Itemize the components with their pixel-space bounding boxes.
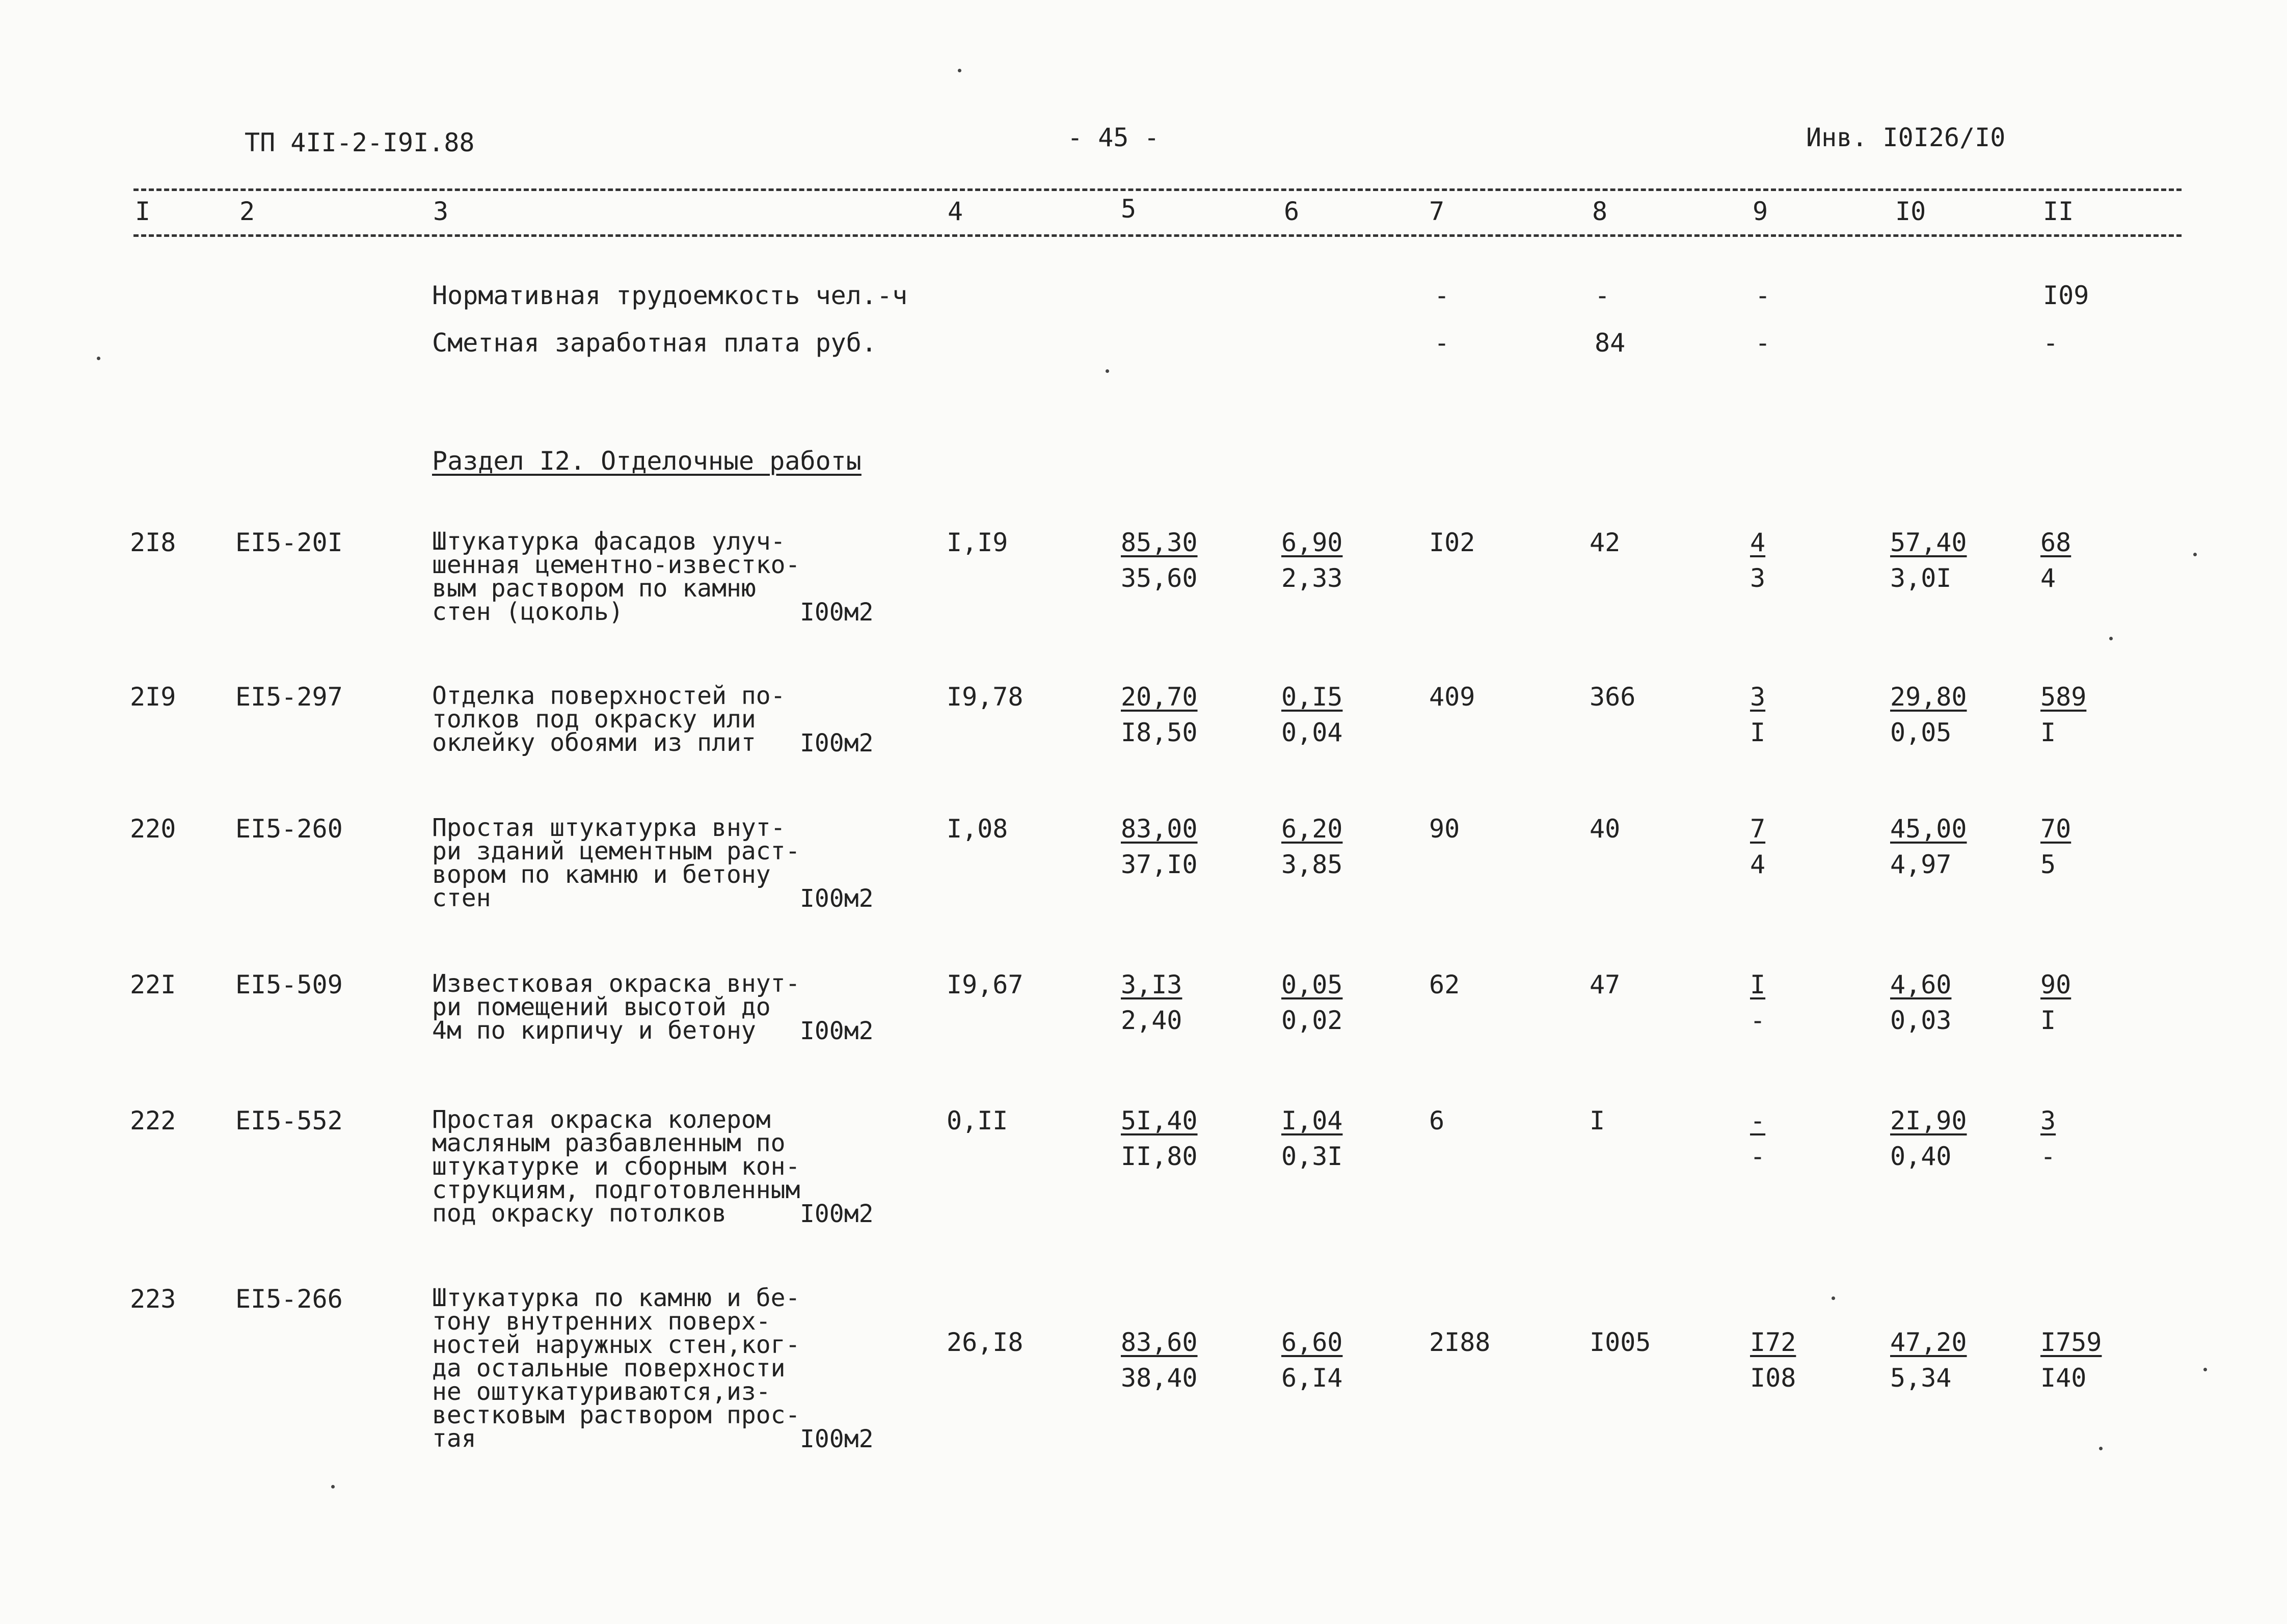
row-col9-top: - [1750, 1106, 1766, 1135]
row-number: 22I [130, 970, 176, 999]
row-col9-top: I [1750, 970, 1766, 999]
row-code: EI5-260 [235, 814, 343, 844]
summary-col8: - [1595, 281, 1610, 310]
scan-speck [1106, 369, 1109, 373]
row-col10-bottom: 3,0I [1890, 563, 1952, 593]
col-header-7: 7 [1429, 197, 1445, 226]
row-col4: I,08 [947, 814, 1008, 844]
row-col9-bottom: - [1750, 1142, 1766, 1171]
row-code: EI5-297 [235, 682, 343, 712]
row-col10-bottom: 0,03 [1890, 1006, 1952, 1035]
row-col5-top: 83,00 [1121, 814, 1198, 844]
col-header-8: 8 [1592, 197, 1608, 226]
row-number: 2I9 [130, 682, 176, 712]
col-header-5: 5 [1121, 194, 1137, 224]
row-col11-bottom: 5 [2040, 850, 2056, 879]
row-unit: I00м2 [800, 729, 874, 757]
col-header-10: I0 [1895, 197, 1926, 226]
row-col9-bottom: I08 [1750, 1363, 1796, 1393]
row-col9-top: 7 [1750, 814, 1766, 844]
row-col4: 26,I8 [947, 1328, 1024, 1357]
row-description: Штукатурка фасадов улуч- шенная цементно-известко- вым раствором по камню стен (цоколь) [432, 527, 800, 626]
row-col6-top: 0,I5 [1281, 682, 1343, 712]
scan-speck [2109, 637, 2113, 640]
summary-col7: - [1434, 281, 1450, 310]
row-description: Штукатурка по камню и бе- тону внутренних поверх- ностей наружных стен,ког- да остальные поверхности не оштукатуриваются,из- вестковым раствором прос- тая [432, 1284, 800, 1453]
header-rule-top [133, 188, 2182, 191]
col-header-4: 4 [948, 197, 963, 226]
row-col10-top: 57,40 [1890, 528, 1967, 557]
row-col5-top: 85,30 [1121, 528, 1198, 557]
row-col11-top: 589 [2040, 682, 2087, 712]
row-col5-bottom: I8,50 [1121, 718, 1198, 747]
row-col11-bottom: - [2040, 1142, 2056, 1171]
scan-speck [97, 357, 100, 360]
row-unit: I00м2 [800, 1017, 874, 1045]
section-title: Раздел I2. Отделочные работы [432, 446, 862, 476]
row-col7: 6 [1429, 1106, 1445, 1135]
row-col7: 409 [1429, 682, 1475, 712]
row-col4: 0,II [947, 1106, 1008, 1135]
row-code: EI5-509 [235, 970, 343, 999]
row-col11-bottom: I40 [2040, 1363, 2087, 1393]
scan-speck [331, 1485, 335, 1488]
row-col10-top: 45,00 [1890, 814, 1967, 844]
row-col6-top: I,04 [1281, 1106, 1343, 1135]
row-description: Отделка поверхностей по- толков под окраску или оклейку обоями из плит [432, 682, 786, 757]
row-col7: 90 [1429, 814, 1460, 844]
doc-code: ТП 4II-2-I9I.88 [245, 128, 475, 157]
row-unit: I00м2 [800, 598, 874, 627]
row-description: Известковая окраска внут- ри помещений высотой до 4м по кирпичу и бетону [432, 969, 800, 1045]
row-code: EI5-266 [235, 1284, 343, 1314]
row-unit: I00м2 [800, 884, 874, 913]
row-col11-top: 3 [2040, 1106, 2056, 1135]
col-header-9: 9 [1753, 197, 1768, 226]
row-col9-bottom: 3 [1750, 563, 1766, 593]
col-header-11: II [2043, 197, 2074, 226]
row-col6-bottom: 3,85 [1281, 850, 1343, 879]
summary-col9: - [1755, 281, 1771, 310]
col-header-3: 3 [433, 197, 449, 226]
summary-col11: I09 [2043, 281, 2089, 310]
summary-col11: - [2043, 328, 2059, 358]
row-col6-bottom: 0,3I [1281, 1142, 1343, 1171]
row-col5-top: 20,70 [1121, 682, 1198, 712]
summary-label: Сметная заработная плата руб. [432, 328, 877, 358]
row-col8: 42 [1590, 528, 1621, 557]
scan-speck [958, 69, 961, 72]
row-col4: I9,78 [947, 682, 1024, 712]
row-col8: 40 [1590, 814, 1621, 844]
row-number: 222 [130, 1106, 176, 1135]
row-col5-top: 83,60 [1121, 1328, 1198, 1357]
row-col5-bottom: II,80 [1121, 1142, 1198, 1171]
row-col6-top: 6,20 [1281, 814, 1343, 844]
row-col8: 366 [1590, 682, 1636, 712]
summary-col7: - [1434, 328, 1450, 358]
row-col6-top: 6,90 [1281, 528, 1343, 557]
inventory-number: Инв. I0I26/I0 [1806, 123, 2006, 152]
row-col11-bottom: 4 [2040, 563, 2056, 593]
scan-speck [2193, 553, 2197, 556]
row-col7: I02 [1429, 528, 1475, 557]
row-col10-top: 2I,90 [1890, 1106, 1967, 1135]
row-col5-top: 3,I3 [1121, 970, 1182, 999]
row-col10-bottom: 4,97 [1890, 850, 1952, 879]
row-col6-top: 6,60 [1281, 1328, 1343, 1357]
row-number: 220 [130, 814, 176, 844]
row-col5-bottom: 35,60 [1121, 563, 1198, 593]
row-col10-bottom: 5,34 [1890, 1363, 1952, 1393]
col-header-2: 2 [239, 197, 255, 226]
row-col4: I9,67 [947, 970, 1024, 999]
header-rule-bottom [133, 234, 2182, 237]
row-col5-bottom: 38,40 [1121, 1363, 1198, 1393]
scan-speck [2203, 1368, 2207, 1371]
row-col9-top: 4 [1750, 528, 1766, 557]
row-col11-top: 70 [2040, 814, 2071, 844]
row-col10-top: 47,20 [1890, 1328, 1967, 1357]
row-code: EI5-20I [235, 528, 343, 557]
row-col11-top: I759 [2040, 1328, 2102, 1357]
summary-label: Нормативная трудоемкость чел.-ч [432, 281, 908, 310]
row-description: Простая штукатурка внут- ри зданий цементным раст- вором по камню и бетону стен [432, 814, 800, 912]
summary-col9: - [1755, 328, 1771, 358]
row-col9-top: I72 [1750, 1328, 1796, 1357]
row-col10-top: 29,80 [1890, 682, 1967, 712]
row-col10-bottom: 0,40 [1890, 1142, 1952, 1171]
row-col6-bottom: 6,I4 [1281, 1363, 1343, 1393]
row-col9-bottom: I [1750, 718, 1766, 747]
row-col11-bottom: I [2040, 718, 2056, 747]
row-col6-bottom: 0,04 [1281, 718, 1343, 747]
row-col8: I [1590, 1106, 1605, 1135]
scan-speck [2099, 1447, 2103, 1450]
row-unit: I00м2 [800, 1200, 874, 1228]
row-col8: I005 [1590, 1328, 1651, 1357]
row-col7: 2I88 [1429, 1328, 1491, 1357]
summary-col8: 84 [1595, 328, 1626, 358]
row-col5-top: 5I,40 [1121, 1106, 1198, 1135]
col-header-1: I [135, 197, 151, 226]
row-col6-top: 0,05 [1281, 970, 1343, 999]
row-col9-bottom: 4 [1750, 850, 1766, 879]
row-number: 223 [130, 1284, 176, 1314]
row-col10-top: 4,60 [1890, 970, 1952, 999]
scan-speck [1832, 1296, 1835, 1300]
row-col6-bottom: 2,33 [1281, 563, 1343, 593]
col-header-6: 6 [1284, 197, 1300, 226]
row-code: EI5-552 [235, 1106, 343, 1135]
row-col5-bottom: 37,I0 [1121, 850, 1198, 879]
row-col11-top: 90 [2040, 970, 2071, 999]
row-col7: 62 [1429, 970, 1460, 999]
row-col5-bottom: 2,40 [1121, 1006, 1182, 1035]
row-col6-bottom: 0,02 [1281, 1006, 1343, 1035]
row-number: 2I8 [130, 528, 176, 557]
row-col9-top: 3 [1750, 682, 1766, 712]
row-col11-top: 68 [2040, 528, 2071, 557]
row-col9-bottom: - [1750, 1006, 1766, 1035]
page-number: - 45 - [1067, 123, 1160, 152]
row-unit: I00м2 [800, 1425, 874, 1453]
row-col4: I,I9 [947, 528, 1008, 557]
row-col8: 47 [1590, 970, 1621, 999]
row-col10-bottom: 0,05 [1890, 718, 1952, 747]
row-description: Простая окраска колером масляным разбавленным по штукатурке и сборным кон- струкциям, подготовленным под окраску потолков [432, 1105, 800, 1228]
row-col11-bottom: I [2040, 1006, 2056, 1035]
